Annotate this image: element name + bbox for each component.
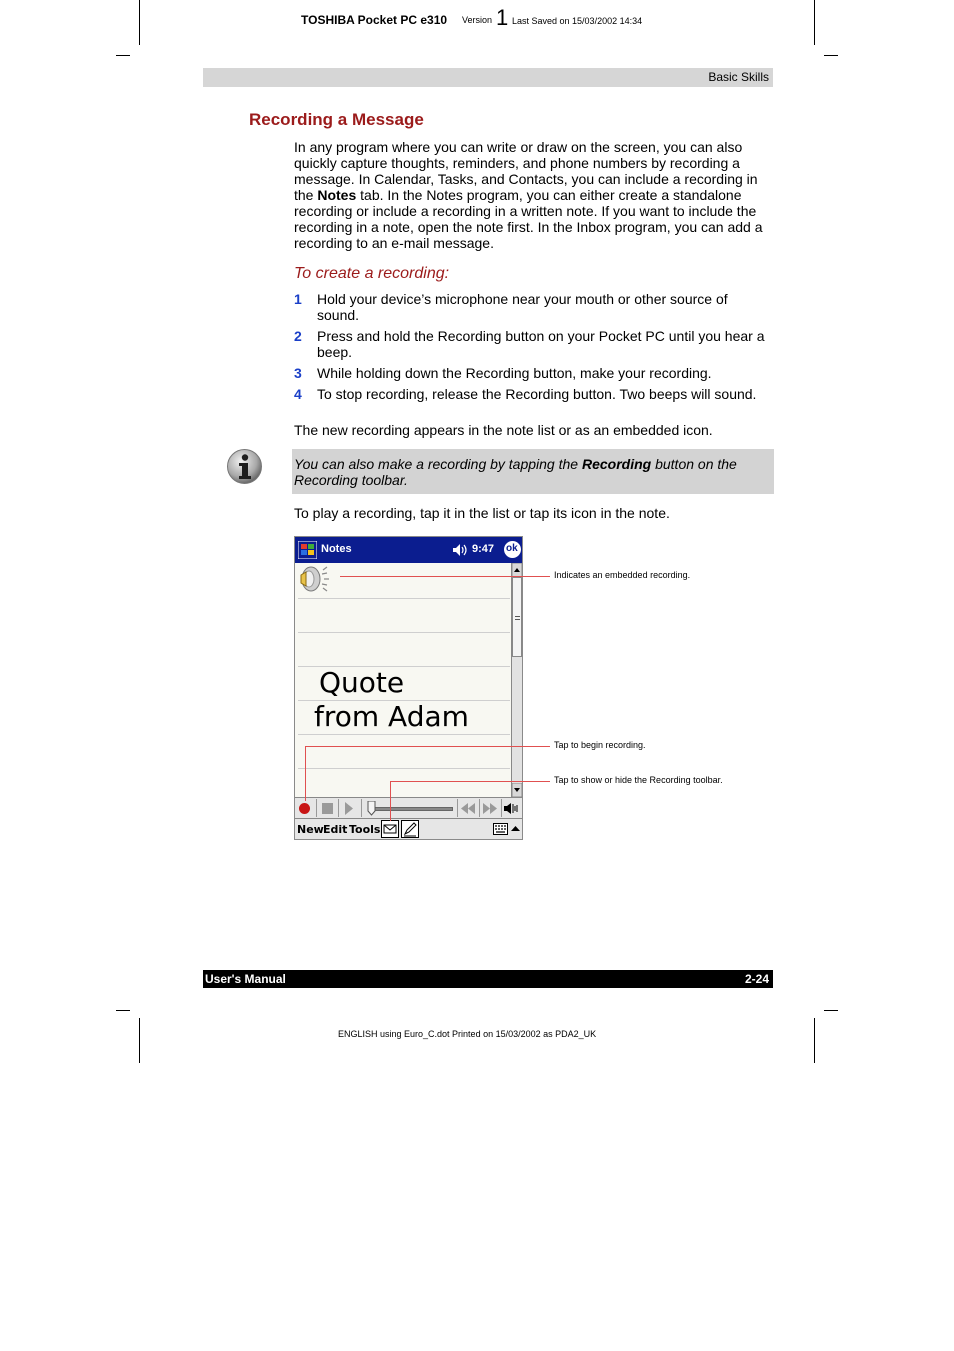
page-title: Recording a Message	[249, 110, 424, 129]
scroll-up-icon[interactable]	[512, 563, 522, 577]
record-button-icon[interactable]	[298, 802, 311, 815]
crop-mark	[139, 0, 140, 45]
menu-new[interactable]: New	[297, 823, 324, 836]
info-icon	[226, 448, 263, 485]
step-number: 2	[294, 328, 302, 344]
pen-icon[interactable]	[401, 820, 419, 838]
callout-line	[390, 781, 391, 821]
step-text: To stop recording, release the Recording button. Two beeps will sound.	[317, 386, 757, 402]
footer-manual-label: User's Manual	[205, 972, 286, 986]
version-number: 1	[496, 5, 509, 30]
title-bar	[295, 537, 522, 563]
play-button-icon[interactable]	[345, 802, 354, 815]
input-arrow-icon[interactable]	[511, 825, 520, 832]
scroll-down-icon[interactable]	[512, 783, 522, 797]
start-menu-icon[interactable]	[298, 541, 317, 559]
subheading: To create a recording:	[294, 265, 450, 282]
crop-mark	[139, 1018, 140, 1063]
position-slider-thumb-icon[interactable]	[367, 801, 376, 816]
note-bold: Recording	[581, 456, 652, 472]
menu-edit[interactable]: Edit	[323, 823, 348, 836]
crop-mark	[814, 1018, 815, 1063]
embedded-recording-icon[interactable]	[297, 564, 333, 596]
print-info: ENGLISH using Euro_C.dot Printed on 15/03/2002 as PDA2_UK	[338, 1029, 597, 1039]
intro-paragraph	[294, 139, 772, 251]
pocket-pc-screenshot	[294, 536, 523, 840]
intro-text-2: tab. In the Notes program, you can either create a standalone recording or include a recording in a written note. If you want to include the recording in a note, open the note first. In the Inbox program, you can add a recording to an e-mail message.	[294, 187, 763, 251]
callout-line	[305, 746, 550, 747]
speaker-icon[interactable]	[452, 543, 468, 557]
skip-forward-icon[interactable]	[483, 803, 497, 814]
section-label: Basic Skills	[708, 70, 769, 84]
intro-text-1: In any program where you can write or draw on the screen, you can also quickly capture thoughts, reminders, and phone numbers by recording a message. In Calendar, Tasks, and Contacts, you can include a recording in the	[294, 139, 758, 203]
toolbar-divider	[479, 799, 480, 817]
toolbar-divider	[361, 799, 362, 817]
position-slider-track[interactable]	[369, 807, 453, 811]
step-text: Hold your device’s microphone near your mouth or other source of sound.	[317, 291, 728, 323]
callout-begin-recording: Tap to begin recording.	[554, 740, 646, 750]
note-text-2: button on the Recording toolbar.	[294, 456, 737, 488]
thumb-grip	[515, 619, 520, 620]
crop-mark	[824, 55, 838, 56]
step-text: Press and hold the Recording button on your Pocket PC until you hear a beep.	[317, 328, 765, 360]
vertical-scrollbar[interactable]	[511, 563, 522, 797]
note-writing-area[interactable]	[295, 563, 511, 797]
step-text: While holding down the Recording button, make your recording.	[317, 365, 712, 381]
section-band	[203, 68, 773, 87]
note-line	[298, 598, 510, 599]
clock-display[interactable]: 9:47	[472, 543, 495, 555]
callout-line	[305, 746, 306, 801]
page-number: 2-24	[744, 972, 769, 986]
step-number: 3	[294, 365, 302, 381]
callout-embedded-recording: Indicates an embedded recording.	[554, 570, 691, 580]
crop-mark	[116, 55, 130, 56]
note-line	[298, 734, 510, 735]
scroll-thumb[interactable]	[512, 577, 522, 657]
play-instructions: To play a recording, tap it in the list or tap its icon in the note.	[294, 505, 670, 521]
toolbar-divider	[316, 799, 317, 817]
last-saved: Last Saved on 15/03/2002 14:34	[512, 16, 643, 26]
intro-bold: Notes	[317, 187, 357, 203]
note-text	[294, 456, 764, 488]
stop-button-icon[interactable]	[322, 803, 333, 814]
step-number: 4	[294, 386, 302, 402]
handwriting-line-1: Quote	[319, 666, 405, 699]
skip-back-icon[interactable]	[461, 803, 475, 814]
note-text-1: You can also make a recording by tapping the	[294, 456, 582, 472]
toolbar-divider	[457, 799, 458, 817]
callout-line	[390, 781, 550, 782]
keyboard-icon[interactable]	[493, 823, 508, 835]
note-box	[292, 449, 774, 494]
recording-toolbar	[295, 797, 522, 818]
ok-label: ok	[506, 543, 518, 554]
callout-toggle-toolbar: Tap to show or hide the Recording toolbar.	[554, 775, 723, 785]
product-name: TOSHIBA Pocket PC e310	[301, 13, 448, 27]
ok-button[interactable]	[504, 541, 521, 558]
menu-bar	[295, 818, 522, 839]
step-number: 1	[294, 291, 302, 307]
after-steps-text: The new recording appears in the note list or as an embedded icon.	[294, 422, 713, 438]
crop-mark	[814, 0, 815, 45]
callout-line	[340, 576, 550, 577]
volume-icon[interactable]	[504, 802, 519, 815]
toolbar-divider	[501, 799, 502, 817]
crop-mark	[116, 1010, 130, 1011]
handwriting-line-2: from Adam	[314, 700, 469, 733]
footer-bar	[203, 970, 773, 988]
crop-mark	[824, 1010, 838, 1011]
thumb-grip	[515, 616, 520, 617]
note-line	[298, 768, 510, 769]
menu-tools[interactable]: Tools	[349, 823, 381, 836]
toolbar-divider	[338, 799, 339, 817]
app-title: Notes	[321, 543, 352, 555]
note-line	[298, 632, 510, 633]
version-label: Version	[462, 15, 493, 25]
recording-toolbar-toggle-icon[interactable]	[381, 820, 399, 838]
